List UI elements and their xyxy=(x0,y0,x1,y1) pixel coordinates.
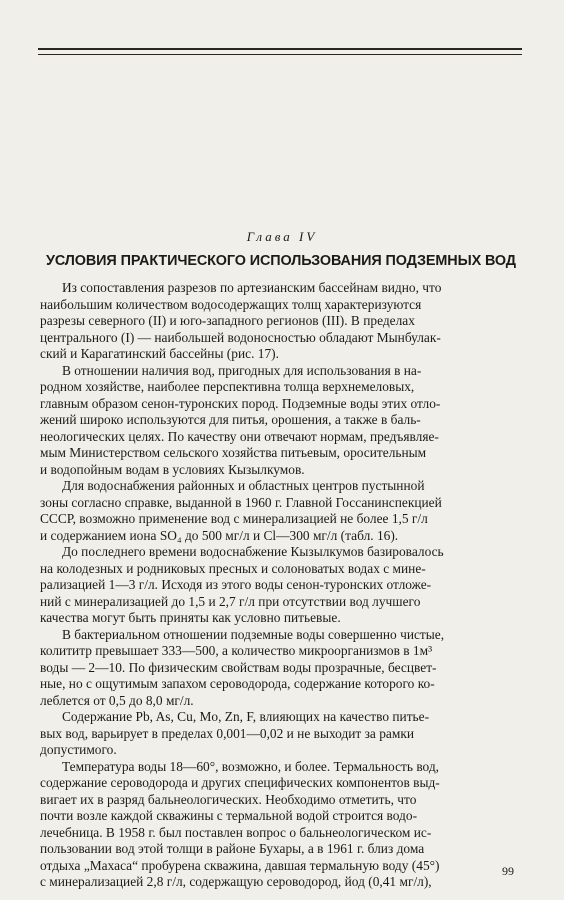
text-line: родном хозяйстве, наиболее перспективна толща верхнемеловых, xyxy=(40,379,415,394)
chapter-label: Глава IV xyxy=(246,229,318,244)
text-line: вых вод, варьирует в пределах 0,001—0,02 и не выходит за рамки xyxy=(40,725,415,741)
text-line: вигает их в разряд бальнеологических. Необходимо отметить, что xyxy=(40,791,417,807)
text-line: и водопойным водам в условиях Кызылкумов. xyxy=(40,461,305,477)
text-line: с минерализацией 2,8 г/л, содержащую сероводород, йод (0,41 мг/л), xyxy=(40,874,432,889)
page-number: 99 xyxy=(502,864,514,878)
text-line: колититр превышает 333—500, а количество микроорганизмов в 1м³ xyxy=(40,643,433,658)
text-line: В бактериальном отношении подземные воды совершенно чистые, xyxy=(62,626,445,642)
text-line: В отношении наличия вод, пригодных для использования в на- xyxy=(62,362,422,378)
text-line: мым Министерством сельского хозяйства питьевым, оросительным xyxy=(40,445,427,460)
text-line: Содержание Pb, As, Cu, Mo, Zn, F, влияющих на качество питье- xyxy=(62,709,430,724)
text-line: главным образом сенон-туронских пород. Подземные воды этих отло- xyxy=(40,395,441,411)
text-line: СССР, возможно применение вод с минерализацией не более 1,5 г/л xyxy=(40,511,428,526)
text-line: Для водоснабжения районных и областных центров пустынной xyxy=(62,478,425,493)
text-line: разрезы северного (II) и юго-западного регионов (III). В пределах xyxy=(40,313,415,328)
text-line: отдыха „Махаса“ пробурена скважина, давшая термальную воду (45°) xyxy=(40,857,440,873)
top-rule-thin xyxy=(38,54,522,55)
text-line: и содержанием иона SO₄ до 500 мг/л и Cl—300 мг/л (табл. 16). xyxy=(40,527,399,543)
text-line: на колодезных и родниковых пресных и солоноватых водах с мине- xyxy=(40,560,426,576)
text-line: допустимого. xyxy=(40,742,117,757)
text-line: жений широко используются для питья, орошения, а также в баль- xyxy=(40,412,421,427)
text-line: Из сопоставления разрезов по артезианским бассейнам видно, что xyxy=(62,280,442,295)
chapter-title: УСЛОВИЯ ПРАКТИЧЕСКОГО ИСПОЛЬЗОВАНИЯ ПОДЗЕМНЫХ ВОД xyxy=(46,253,516,269)
text-line: пользовании вод этой толщи в районе Бухары, а в 1961 г. близ дома xyxy=(40,841,425,856)
text-line: качества могут быть приняты как условно питьевые. xyxy=(40,610,341,625)
text-line: До последнего времени водоснабжение Кызылкумов базировалось xyxy=(62,544,444,559)
text-line: ский и Карагатинский бассейны (рис. 17). xyxy=(40,346,279,361)
text-line: Температура воды 18—60°, возможно, и более. Термальность вод, xyxy=(62,758,440,774)
top-rule-thick xyxy=(38,48,522,50)
text-line: почти возле каждой скважины с термальной водой строится водо- xyxy=(40,808,418,823)
text-line: воды — 2—10. По физическим свойствам воды прозрачные, бесцвет- xyxy=(40,659,437,675)
text-line: рализацией 1—3 г/л. Исходя из этого воды сенон-туронских отложе- xyxy=(40,577,432,592)
text-line: неологических целях. По качеству они отвечают нормам, предъявляе- xyxy=(40,428,439,444)
text-line: лечебница. В 1958 г. был поставлен вопрос о бальнеологическом ис- xyxy=(40,824,432,840)
text-line: ные, но с ощутимым запахом сероводорода, содержание которого ко- xyxy=(40,676,435,691)
body-text xyxy=(40,280,522,891)
text-line: содержание сероводорода и других специфических компонентов выд- xyxy=(40,775,440,790)
text-line: леблется от 0,5 до 8,0 мг/л. xyxy=(40,692,194,708)
text-line: центрального (I) — наибольшей водоносностью обладают Мынбулак- xyxy=(40,329,441,345)
text-line: ний с минерализацией до 1,5 и 2,7 г/л при отсутствии вод лучшего xyxy=(40,593,421,609)
text-line: наибольшим количеством водосодержащих толщ характеризуются xyxy=(40,296,422,312)
text-line: зоны согласно справке, выданной в 1960 г. Главной Госсанинспекцией xyxy=(40,494,442,510)
